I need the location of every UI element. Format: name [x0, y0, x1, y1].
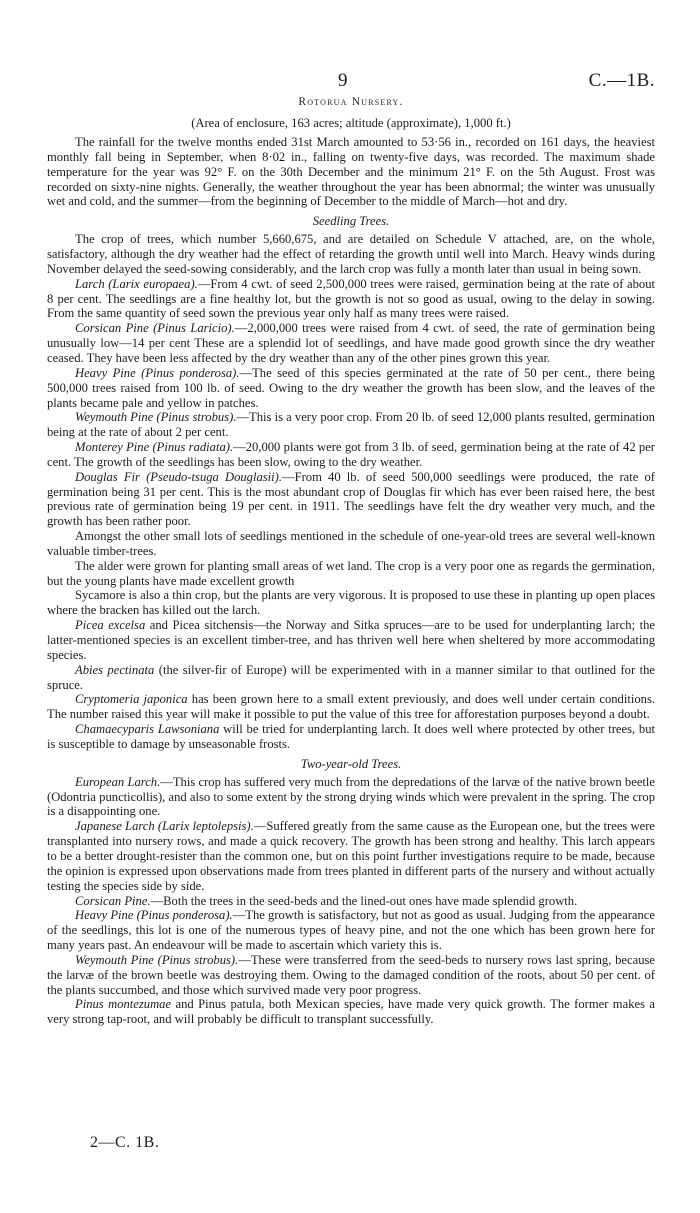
seedling-paragraph: Larch (Larix europaea).—From 4 cwt. of seed 2,500,000 trees were raised, germination being at the rate of about 8 per cent. The seedlings are a fine healthy lot, but the growth is not so good as usual, owing to the delay in sowing. From the same quantity of seed sown the previous year only half as many trees were raised.	[47, 276, 656, 321]
seedling-paragraph: Sycamore is also a thin crop, but the plants are very vigorous. It is proposed to use these in planting up open places where the bracken has killed out the larch.	[47, 588, 655, 618]
two-year-paragraph: Weymouth Pine (Pinus strobus).—These were transferred from the seed-beds to nursery rows last spring, because the larvæ of the brown beetle was destroying them. Owing to the damaged condition of the roots, about 50 per cent. of the plants succumbed, and those which survived made very poor progress.	[47, 952, 655, 997]
seedling-paragraph: Douglas Fir (Pseudo-tsuga Douglasii).—From 40 lb. of seed 500,000 seedlings were produced, the rate of germination being 31 per cent. This is the most abundant crop of Douglas fir which has ever been raised here, the best previous rate of germination being 19 per cent. in 1911. The seedlings have felt the dry weather very much, and the growth has been rather poor.	[47, 469, 655, 529]
seedling-paragraph: Cryptomeria japonica has been grown here to a small extent previously, and does well under certain conditions. The number raised this year will make it possible to put the value of this tree for afforestation purposes beyond a doubt.	[47, 692, 655, 722]
two-year-paragraph: Pinus montezumae and Pinus patula, both Mexican species, have made very quick growth. The former makes a very strong tap-root, and will probably be difficult to transplant successfully.	[47, 997, 655, 1027]
seedling-paragraph: Chamaecyparis Lawsoniana will be tried for underplanting larch. It does well where protected by other trees, but is susceptible to damage by unseasonable frosts.	[47, 722, 655, 751]
paragraph-crop: The crop of trees, which number 5,660,675, and are detailed on Schedule V attached, are, on the whole, satisfactory, although the dry weather had the effect of retarding the growth until well into March. Heavy winds during November delayed the seed-sowing considerably, and the larch crop was fully a month later than usual in being sown.	[47, 232, 655, 276]
two-year-paragraph: Corsican Pine.—Both the trees in the seed-beds and the lined-out ones have made splendid growth.	[75, 893, 578, 908]
page-body	[47, 70, 655, 1027]
seedling-paragraph: The alder were grown for planting small areas of wet land. The crop is a very poor one as regards the germination, but the young plants have made excellent growth	[47, 558, 655, 588]
paragraph-climate: The rainfall for the twelve months ended 31st March amounted to 53·56 in., recorded on 161 days, the heaviest monthly fall being in September, when 8·02 in., falling on twenty-five days, was recorded. The maximum shade temperature for the year was 92° F. on the 30th December and the minimum 21° F. on the 5th August. Frost was recorded on sixty-nine nights. Generally, the weather throughout the year has been abnormal; the winter was unusually wet and cold, and the summer—from the beginning of December to the middle of March—hot and dry.	[47, 135, 655, 209]
section-title: Rotorua Nursery.	[298, 96, 404, 108]
seedling-paragraph: Monterey Pine (Pinus radiata).—20,000 plants were got from 3 lb. of seed, germination being at the rate of 42 per cent. The growth of the seedlings has been slow, owing to the dry weather.	[47, 440, 656, 469]
two-year-list	[47, 775, 655, 1027]
seedling-paragraph: Corsican Pine (Pinus Laricio).—2,000,000 trees were raised from 4 cwt. of seed, the rate of germination being unusually low—14 per cent These are a splendid lot of seedlings, and have made good growth since the dry weather ceased. They have been less affected by the dry weather than any of the other pines grown this year.	[47, 321, 655, 365]
area-note: (Area of enclosure, 163 acres; altitude (approximate), 1,000 ft.)	[191, 116, 511, 130]
seedling-paragraph: Abies pectinata (the silver-fir of Europe) will be experimented with in a manner similar to that outlined for the spruce.	[47, 662, 655, 692]
seedling-paragraph: Amongst the other small lots of seedlings mentioned in the schedule of one-year-old trees are several well-known valuable timber-trees.	[47, 529, 655, 558]
document-reference: C.—1B.	[588, 70, 655, 91]
seedling-paragraph: Weymouth Pine (Pinus strobus).—This is a very poor crop. From 20 lb. of seed 12,000 plants resulted, germination being at the rate of about 2 per cent.	[47, 410, 655, 440]
two-year-paragraph: European Larch.—This crop has suffered very much from the depredations of the larvæ of the native brown beetle (Odontria puncticollis), and also to some extent by the strong drying winds which were prevalent in the spring. The crop is a disappointing one.	[47, 774, 655, 819]
footer-signature: 2—C. 1B.	[90, 1134, 160, 1151]
seedling-trees-heading: Seedling Trees.	[312, 214, 390, 229]
seedling-paragraph: Picea excelsa and Picea sitchensis—the Norway and Sitka spruces—are to be used for underplanting larch; the latter-mentioned species is an excellent timber-tree, and has thriven well here when sheltered by more accommodating species.	[47, 618, 655, 662]
two-year-trees-heading: Two-year-old Trees.	[300, 756, 402, 771]
page-number: 9	[338, 70, 348, 91]
seedling-paragraph: Heavy Pine (Pinus ponderosa).—The seed of this species germinated at the rate of 50 per cent., there being 500,000 trees raised from 100 lb. of seed. Owing to the dry weather the growth has been slow, and the leaves of the plants became pale and yellow in patches.	[47, 365, 655, 410]
two-year-paragraph: Japanese Larch (Larix leptolepsis).—Suffered greatly from the same cause as the European one, but the trees were transplanted into nursery rows, and made a quick recovery. The growth has been strong and healthy. This larch appears to be a better drought-resister than the common one, but on this point further investigations require to be made, because the opinion is expressed upon observations made from trees planted in different parts of the nursery and without actually testing the species side by side.	[47, 819, 655, 893]
seedling-list	[47, 277, 655, 752]
two-year-paragraph: Heavy Pine (Pinus ponderosa).—The growth is satisfactory, but not as good as usual. Judging from the appearance of the seedlings, this lot is one of the numerous types of heavy pine, and not the one which has been grown here for many years past. An endeavour will be made to ascertain which variety this is.	[47, 908, 655, 953]
